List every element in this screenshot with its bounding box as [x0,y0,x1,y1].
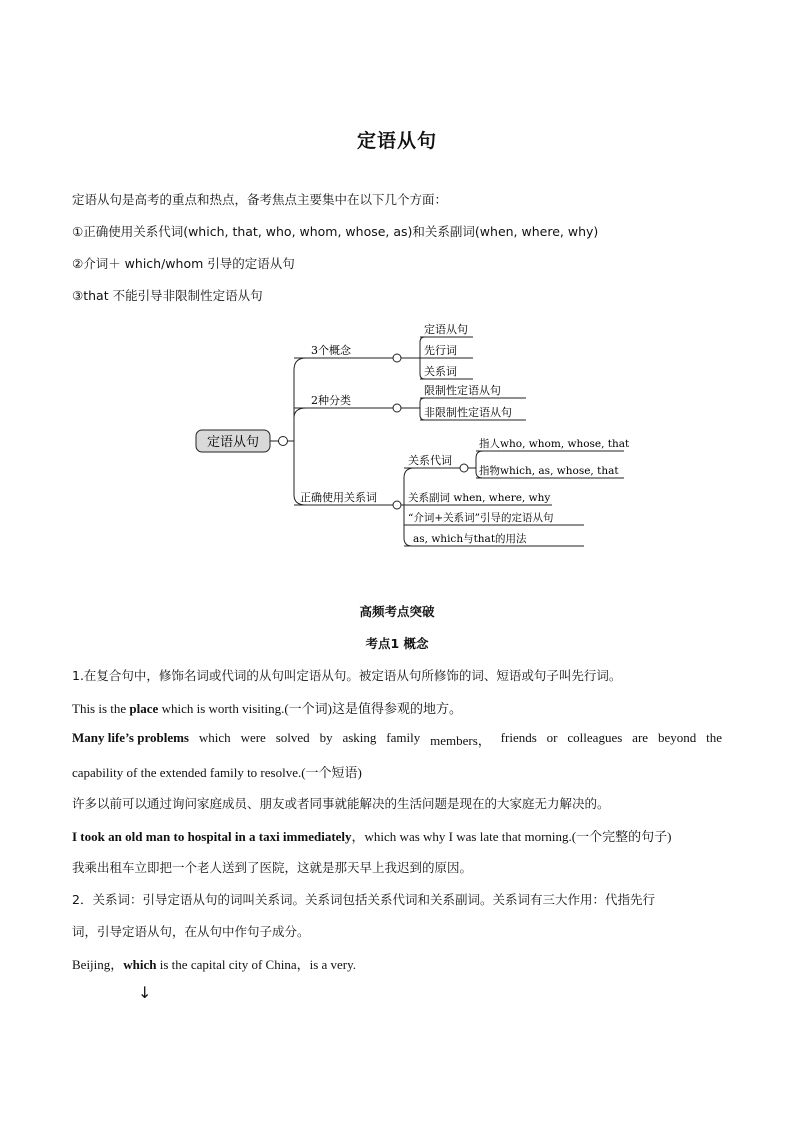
example-text: ，which was why I was late that morning.(一个完整的句子) [351,829,672,844]
category-item: 非限制性定语从句 [424,406,512,419]
relative-word-item: as, which与that的用法 [413,533,527,545]
example-2-translation: 许多以前可以通过询问家庭成员、朋友或者同事就能解决的生活问题是现在的大家庭无力解决的。 [72,796,610,811]
branch-concepts: 3个概念 [311,344,351,357]
example-word: which [198,730,231,745]
concept-item: 定语从句 [424,323,468,336]
branch-categories: 2种分类 [311,394,351,407]
example-word: or [546,730,558,745]
down-arrow-icon: ↓ [138,983,152,1002]
example-word: asking [342,730,377,745]
example-word: are [632,730,649,745]
intro-point-3: ③that 不能引导非限制性定语从句 [72,288,263,303]
example-2-line-1 [72,730,722,749]
example-text: is the capital city of China，is a very. [156,957,357,972]
section-heading: 高频考点突破 [359,604,435,619]
example-3-translation: 我乘出租车立即把一个老人送到了医院，这就是那天早上我迟到的原因。 [72,860,473,875]
intro-lead: 定语从句是高考的重点和热点，备考焦点主要集中在以下几个方面： [72,192,448,207]
intro-point-1: ①正确使用关系代词(which, that, who, whom, whose, as)和关系副词(when, where, why) [72,224,599,239]
pronoun-item: 指人who, whom, whose, that [479,438,630,450]
concept-item: 先行词 [424,344,457,357]
example-highlight: Many life’s problems [72,730,189,745]
example-word: colleagues [567,730,623,745]
example-1 [72,698,462,717]
example-text: This is the [72,701,130,716]
example-highlight: I took an old man to hospital in a taxi immediately [72,829,352,844]
example-4 [72,954,356,973]
branch-relative-words: 正确使用关系词 [300,491,377,504]
page-title: 定语从句 [356,130,437,152]
example-3 [72,826,671,845]
intro-point-2: ②介词＋ which/whom 引导的定语从句 [72,256,295,271]
paragraph-2-line-2: 词，引导定语从句，在从句中作句子成分。 [72,924,310,939]
example-word: friends [500,730,537,745]
category-item: 限制性定语从句 [424,384,501,397]
concept-item: 关系词 [424,365,457,378]
example-word: beyond [657,730,697,745]
example-text: Beijing， [72,957,124,972]
example-word: by [319,730,333,745]
example-word: the [706,730,722,745]
example-highlight: which [123,957,157,972]
relative-word-item: “介词+关系词”引导的定语从句 [408,512,554,524]
mind-map-root: 定语从句 [206,435,260,450]
example-word: family [386,730,421,745]
pronoun-item: 指物which, as, whose, that [479,465,619,477]
example-text: which is worth visiting.(一个词)这是值得参观的地方。 [158,701,462,716]
example-word: solved [275,730,310,745]
example-highlight: place [129,701,159,716]
paragraph-1: 1.在复合句中，修饰名词或代词的从句叫定语从句。被定语从句所修饰的词、短语或句子叫先行词。 [72,668,622,683]
example-word: members， [430,733,491,748]
relative-pronoun-node: 关系代词 [408,454,452,467]
example-word: were [240,730,266,745]
section-subheading: 考点1 概念 [365,636,429,651]
example-2-line-2: capability of the extended family to resolve.(一个短语) [72,765,362,780]
relative-word-item: 关系副词 when, where, why [408,492,551,504]
paragraph-2-line-1: 2．关系词：引导定语从句的词叫关系词。关系词包括关系代词和关系副词。关系词有三大作用：代指先行 [72,892,655,907]
